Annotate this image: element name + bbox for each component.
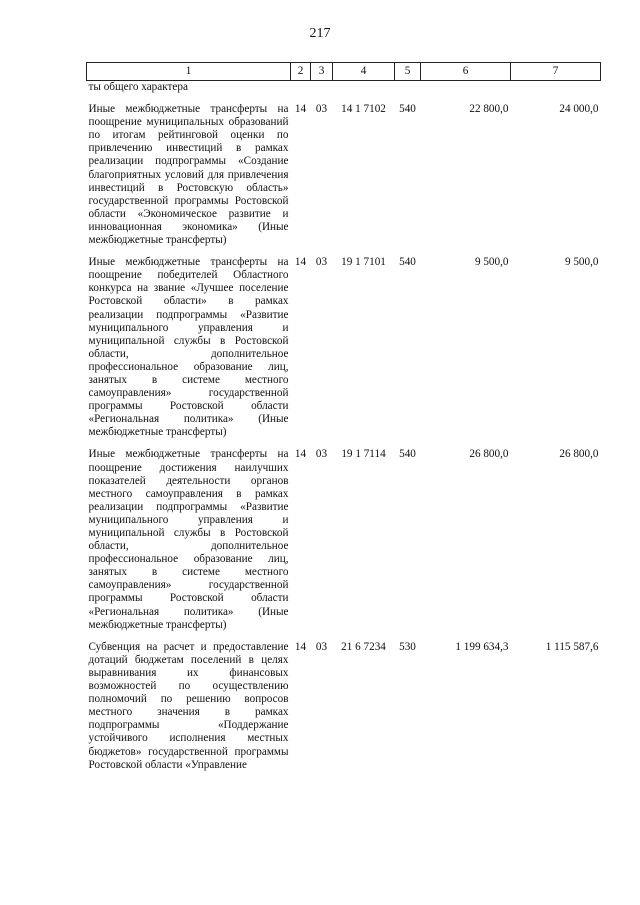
row-amount-1: 26 800,0 bbox=[469, 448, 509, 461]
header-row bbox=[87, 63, 601, 81]
header-col-6: 6 bbox=[421, 63, 511, 81]
row-expense-type: 530 bbox=[399, 640, 416, 653]
row-expense-type: 540 bbox=[399, 103, 416, 116]
table-row bbox=[87, 448, 601, 631]
row-amount-2: 9 500,0 bbox=[564, 256, 599, 269]
row-amount-2: 26 800,0 bbox=[559, 448, 599, 461]
row-amount-1: 1 199 634,3 bbox=[455, 640, 509, 653]
header-col-7: 7 bbox=[511, 63, 601, 81]
row-subsection: 03 bbox=[315, 256, 328, 269]
header-col-4: 4 bbox=[333, 63, 395, 81]
row-amount-2: 1 115 587,6 bbox=[545, 640, 599, 653]
table-row bbox=[87, 256, 601, 439]
budget-table bbox=[86, 62, 601, 772]
row-description: Иные межбюджетные трансферты на поощрение достижения наилучших показателей деятельности органов местного самоуправления в рамках реализации подпрограммы «Развитие муниципального управления и муниципальной службы в Ростовской области, дополнительное профессиональное образование лиц, занятых в системе местного самоуправления» государственной программы Ростовской области «Региональная политика» (Иные межбюджетные трансферты) bbox=[88, 448, 289, 631]
table-row bbox=[87, 641, 601, 772]
row-target-code: 19 1 7101 bbox=[341, 256, 386, 269]
row-description: Иные межбюджетные трансферты на поощрение муниципальных образований по итогам рейтинговой оценки по привлечению инвестиций в рамках реализации подпрограммы «Создание благоприятных условий для привлечения инвестиций в Ростовскую область» государственной программы Ростовской области «Экономическое развитие и инновационная экономика» (Иные межбюджетные трансферты) bbox=[88, 103, 289, 247]
header-col-2: 2 bbox=[291, 63, 311, 81]
row-expense-type: 540 bbox=[399, 256, 416, 269]
row-section: 14 bbox=[294, 256, 307, 269]
row-target-code: 19 1 7114 bbox=[341, 448, 386, 461]
row-subsection: 03 bbox=[315, 103, 328, 116]
row-amount-1: 9 500,0 bbox=[474, 256, 509, 269]
header-col-1: 1 bbox=[87, 63, 291, 81]
row-section: 14 bbox=[294, 103, 307, 116]
table-row bbox=[87, 103, 601, 247]
continuation-row bbox=[87, 81, 601, 95]
header-col-3: 3 bbox=[311, 63, 333, 81]
row-description: Субвенция на расчет и предоставление дотаций бюджетам поселений в целях выравнивания их финансовых возможностей по осуществлению полномочий по решению вопросов местного значения в рамках подпрограммы «Поддержание устойчивого исполнения местных бюджетов» государственной программы Ростовской области «Управление bbox=[88, 640, 289, 771]
row-section: 14 bbox=[294, 640, 307, 653]
continuation-text: ты общего характера bbox=[88, 81, 188, 93]
row-subsection: 03 bbox=[315, 640, 328, 653]
row-amount-1: 22 800,0 bbox=[469, 103, 509, 116]
row-description: Иные межбюджетные трансферты на поощрение победителей Областного конкурса на звание «Лучшее поселение Ростовской области» в рамках реализации подпрограммы «Развитие муниципального управления и муниципальной службы в Ростовской области, дополнительное профессиональное образование лиц, занятых в системе местного самоуправления» государственной программы Ростовской области «Региональная политика» (Иные межбюджетные трансферты) bbox=[88, 256, 289, 439]
row-section: 14 bbox=[294, 448, 307, 461]
page-number: 217 bbox=[309, 26, 331, 41]
header-col-5: 5 bbox=[395, 63, 421, 81]
row-target-code: 14 1 7102 bbox=[341, 103, 386, 116]
row-target-code: 21 6 7234 bbox=[341, 640, 386, 653]
row-expense-type: 540 bbox=[399, 448, 416, 461]
row-amount-2: 24 000,0 bbox=[559, 103, 599, 116]
row-subsection: 03 bbox=[315, 448, 328, 461]
